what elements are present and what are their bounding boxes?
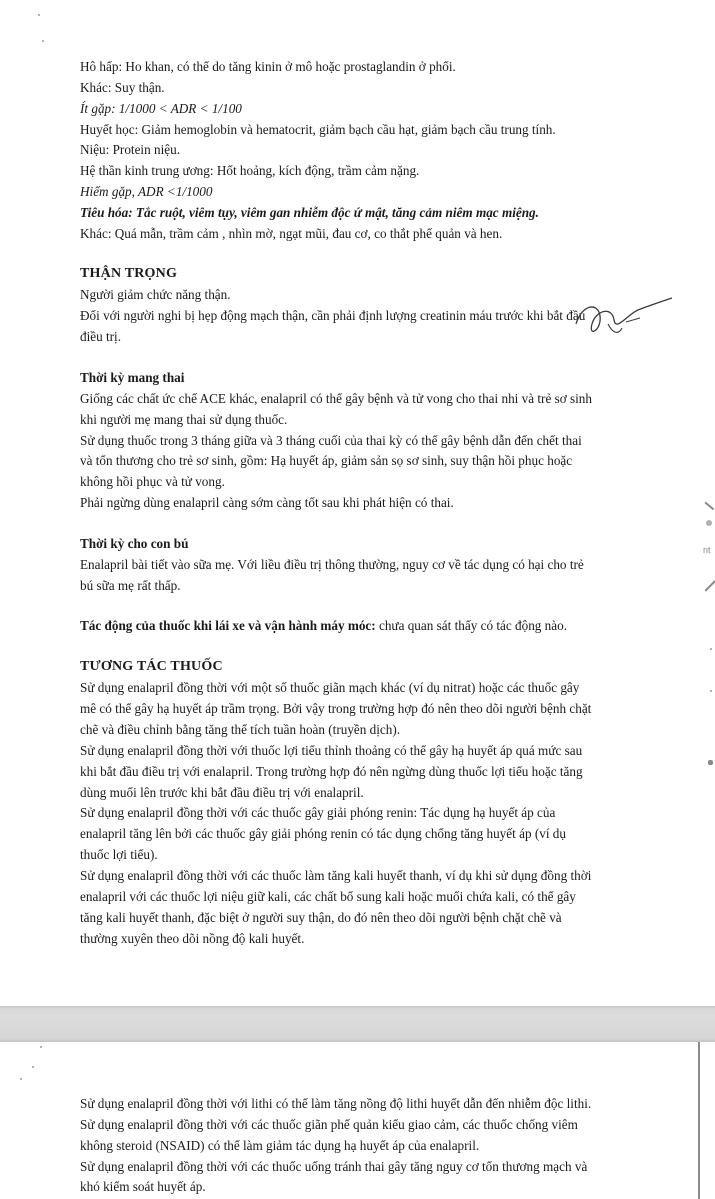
text-line: khó kiểm soát huyết áp.: [80, 1179, 206, 1194]
text-line: Giống các chất ức chế ACE khác, enalapril có thể gây bệnh và tử vong cho thai nhi và trẻ sơ sinh: [80, 391, 592, 406]
text-line: Hệ thần kinh trung ương: Hốt hoảng, kích động, trầm cảm nặng.: [80, 163, 420, 178]
signature-mark: [568, 294, 678, 344]
scan-speck: [710, 648, 712, 650]
margin-mark: [706, 520, 712, 526]
scan-speck: [40, 1046, 42, 1048]
section-heading-precautions: THẬN TRỌNG: [80, 266, 178, 281]
text-line: khi người mẹ mang thai sử dụng thuốc.: [80, 412, 288, 427]
text-line: Sử dụng enalapril đồng thời với các thuốc uống tránh thai gây tăng nguy cơ tổn thương mạch và: [80, 1159, 588, 1174]
text-line: dùng muối lên trước khi bắt đầu điều trị với enalapril.: [80, 785, 364, 800]
subheading-uncommon: Ít gặp: 1/1000 < ADR < 1/100: [80, 101, 242, 116]
section-heading-interactions: TƯƠNG TÁC THUỐC: [80, 659, 223, 674]
page-separator: [0, 1006, 715, 1042]
margin-mark: [708, 760, 713, 765]
text-line: Sử dụng enalapril đồng thời với lithi có thể làm tăng nồng độ lithi huyết dẫn đến nhiễm độc lithi.: [80, 1096, 592, 1111]
margin-text: nt: [703, 545, 711, 555]
text-line-emphasis: Tiêu hóa: Tắc ruột, viêm tụy, viêm gan nhiễm độc ứ mật, tăng cảm niêm mạc miệng.: [80, 205, 539, 220]
text-line: chẽ và điều chỉnh bằng tăng thể tích tuần hoàn (truyền dịch).: [80, 722, 401, 737]
text-line: Sử dụng enalapril đồng thời với một số thuốc giãn mạch khác (ví dụ nitrat) hoặc các thuốc gây: [80, 680, 580, 695]
margin-mark: [705, 580, 715, 591]
page-edge-line: [698, 1042, 700, 1199]
text-line: thuốc lợi tiểu).: [80, 847, 158, 862]
text-line: Phải ngừng dùng enalapril càng sớm càng tốt sau khi phát hiện có thai.: [80, 495, 454, 510]
text-line: Huyết học: Giảm hemoglobin và hematocrit, giảm bạch cầu hạt, giảm bạch cầu trung tính.: [80, 122, 556, 137]
text-line: Người giảm chức năng thận.: [80, 287, 231, 302]
text-line: Khác: Quá mẫn, trầm cảm , nhìn mờ, ngạt mũi, đau cơ, co thắt phế quản và hen.: [80, 226, 503, 241]
scan-speck: [710, 690, 712, 692]
driving-label: Tác động của thuốc khi lái xe và vận hành máy móc:: [80, 618, 376, 633]
scan-speck: [32, 1066, 34, 1068]
scan-speck: [38, 14, 40, 16]
text-line: và tổn thương cho trẻ sơ sinh, gồm: Hạ huyết áp, giảm sản sọ sơ sinh, suy thận hồi phục hoặc: [80, 453, 573, 468]
text-line: Enalapril bài tiết vào sữa mẹ. Với liều điều trị thông thường, nguy cơ về tác dụng có hại cho trẻ: [80, 557, 584, 572]
text-line: khi bắt đầu điều trị với enalapril. Trong trường hợp đó nên ngừng dùng thuốc lợi tiểu hoặc tăng: [80, 764, 583, 779]
text-line: Đối với người nghi bị hẹp động mạch thận, cần phải định lượng creatinin máu trước khi bắt đầu: [80, 308, 586, 323]
text-line: không steroid (NSAID) có thể làm giảm tác dụng hạ huyết áp của enalapril.: [80, 1138, 480, 1153]
text-line: enalapril với các thuốc lợi niệu giữ kali, các chất bổ sung kali hoặc muối chứa kali, có thể gây: [80, 889, 576, 904]
text-line: bú sữa mẹ rất thấp.: [80, 578, 181, 593]
driving-value: chưa quan sát thấy có tác động nào.: [375, 618, 568, 633]
text-line: enalapril tăng lên bởi các thuốc gây giải phóng renin có tác dụng chống tăng huyết áp (ví dụ: [80, 826, 566, 841]
text-line: Niệu: Protein niệu.: [80, 142, 180, 157]
text-line: Sử dụng thuốc trong 3 tháng giữa và 3 tháng cuối của thai kỳ có thể gây bệnh dẫn đến chết thai: [80, 433, 582, 448]
text-line: Sử dụng enalapril đồng thời với các thuốc gây giải phóng renin: Tác dụng hạ huyết áp của: [80, 805, 556, 820]
text-line: Khác: Suy thận.: [80, 80, 165, 95]
text-line: không hồi phục và tử vong.: [80, 474, 225, 489]
subsection-heading-breastfeeding: Thời kỳ cho con bú: [80, 536, 189, 551]
scan-speck: [20, 1078, 22, 1080]
text-line: mê có thể gây hạ huyết áp trầm trọng. Bởi vậy trong trường hợp đó nên theo dõi người bệnh chặt: [80, 701, 592, 716]
margin-mark: [705, 502, 714, 510]
text-line: điều trị.: [80, 329, 122, 344]
subsection-heading-pregnancy: Thời kỳ mang thai: [80, 370, 185, 385]
text-line: Sử dụng enalapril đồng thời với các thuốc làm tăng kali huyết thanh, ví dụ khi sử dụng đồng thời: [80, 868, 592, 883]
text-line: tăng kali huyết thanh, đặc biệt ở người suy thận, do đó nên theo dõi người bệnh chặt chẽ và: [80, 910, 562, 925]
text-line: Sử dụng enalapril đồng thời với các thuốc giãn phế quản kiểu giao cảm, các thuốc chống viêm: [80, 1117, 578, 1132]
text-line: thường xuyên theo dõi nồng độ kali huyết.: [80, 931, 305, 946]
text-line: Hô hấp: Ho khan, có thể do tăng kinin ở mô hoặc prostaglandin ở phổi.: [80, 59, 456, 74]
text-line-driving: [80, 617, 567, 634]
text-line: Sử dụng enalapril đồng thời với thuốc lợi tiểu thỉnh thoảng có thể gây hạ huyết áp quá mức sau: [80, 743, 583, 758]
scan-speck: [42, 40, 44, 42]
subheading-rare: Hiếm gặp, ADR <1/1000: [80, 184, 213, 199]
